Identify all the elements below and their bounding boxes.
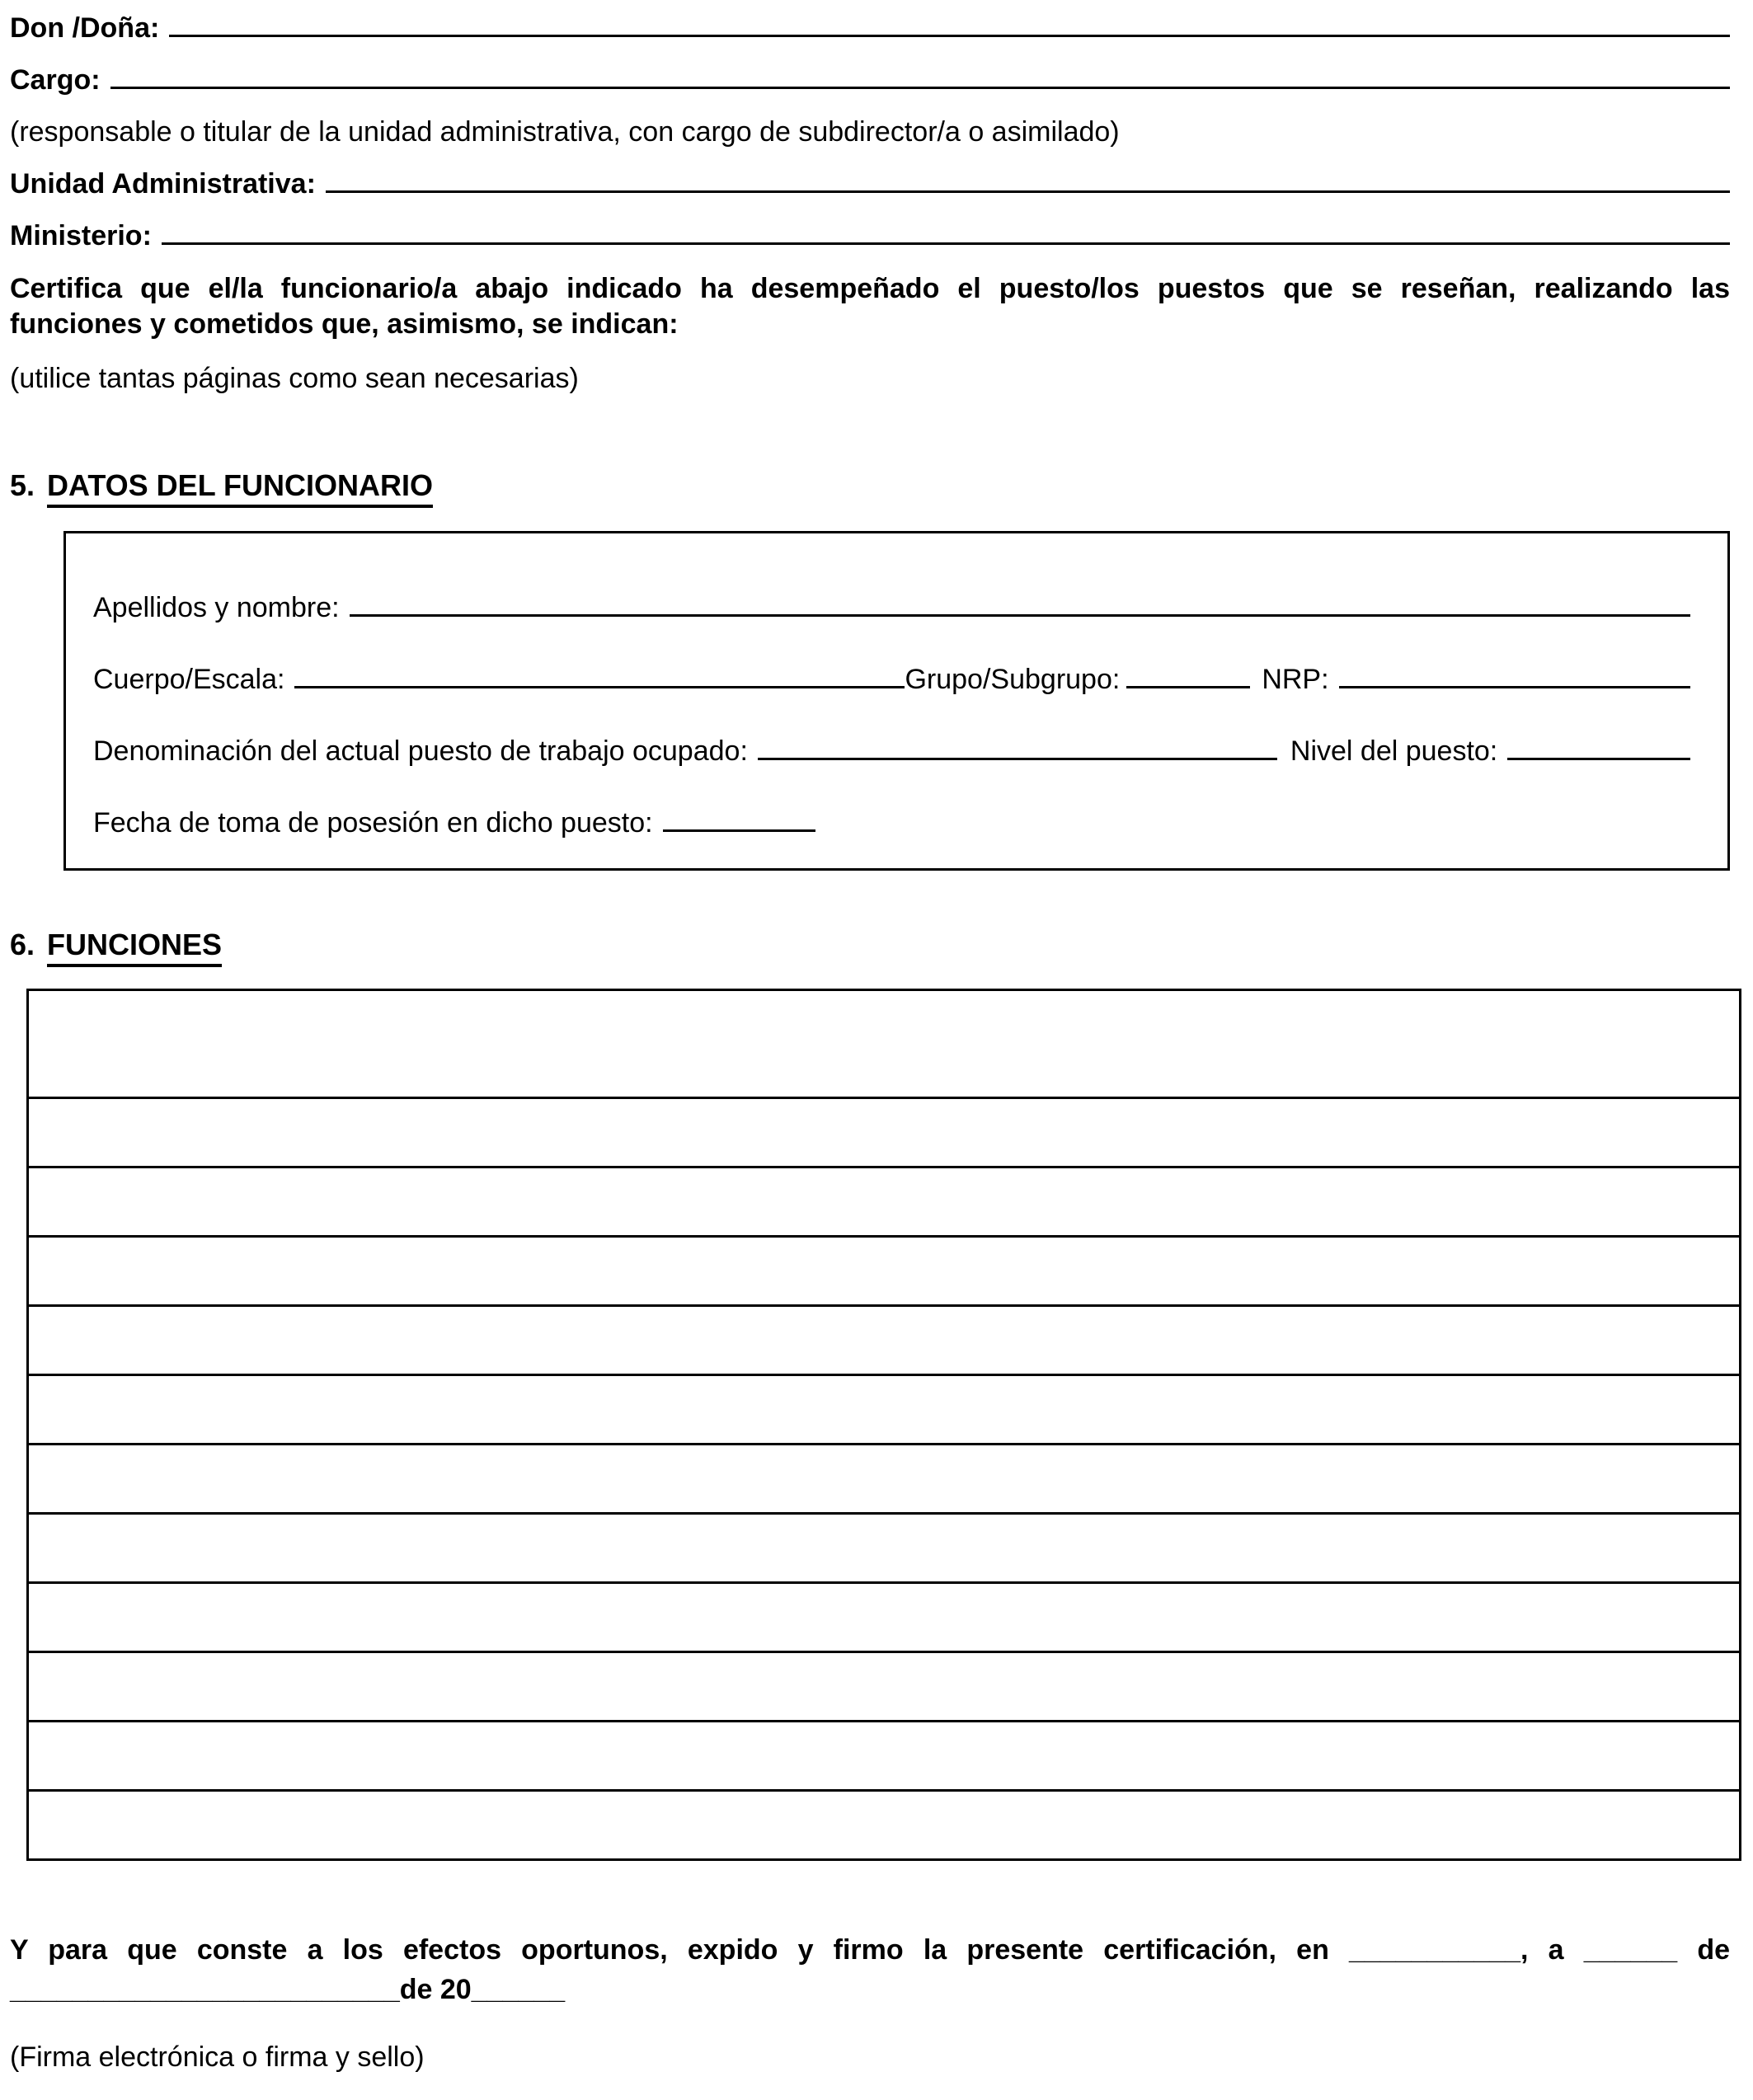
- box-row-fecha-posesion: [93, 806, 1690, 839]
- signature-note: (Firma electrónica o firma y sello): [10, 2041, 425, 2073]
- cargo-label: Cargo:: [10, 64, 101, 96]
- funciones-row: [28, 1237, 1741, 1306]
- grupo-subgrupo-blank: [1126, 676, 1250, 688]
- nrp-blank: [1339, 676, 1690, 688]
- don-dona-blank: [169, 25, 1730, 37]
- certification-statement: [10, 271, 1730, 342]
- closing-statement-line2: _________________________de 20______: [10, 1974, 566, 2005]
- apellidos-blank: [350, 604, 1690, 617]
- funciones-row: [28, 1514, 1741, 1583]
- certification-statement-line2: funciones y cometidos que, asimismo, se indican:: [10, 308, 679, 340]
- funciones-cell: [28, 1375, 1741, 1445]
- funciones-row: [28, 1652, 1741, 1722]
- field-row-ministerio: [10, 219, 1730, 252]
- section-5-heading: [10, 469, 1730, 508]
- don-dona-label: Don /Doña:: [10, 12, 160, 44]
- funciones-row: [28, 1791, 1741, 1860]
- certification-statement-line1: Certifica que el/la funcionario/a abajo indicado ha desempeñado el puesto/los puestos que se reseñan, realizando las: [10, 273, 1730, 304]
- ministerio-blank: [162, 233, 1730, 245]
- section-6-number: 6.: [10, 928, 35, 961]
- funciones-row: [28, 1375, 1741, 1445]
- funciones-cell: [28, 1098, 1741, 1167]
- funciones-row: [28, 1445, 1741, 1514]
- cargo-blank: [110, 77, 1730, 89]
- funciones-cell: [28, 1167, 1741, 1237]
- funciones-table: [26, 989, 1741, 1861]
- funciones-cell: [28, 1237, 1741, 1306]
- nivel-puesto-blank: [1507, 748, 1690, 760]
- funciones-cell: [28, 1306, 1741, 1375]
- funciones-cell: [28, 1722, 1741, 1791]
- funciones-cell: [28, 1791, 1741, 1860]
- field-row-cargo: [10, 63, 1730, 96]
- funciones-row: [28, 1722, 1741, 1791]
- funciones-table-body: [28, 990, 1741, 1860]
- funciones-cell: [28, 990, 1741, 1098]
- funciones-row: [28, 990, 1741, 1098]
- section-6-title: FUNCIONES: [47, 928, 222, 967]
- funciones-cell: [28, 1583, 1741, 1652]
- section-5-number: 5.: [10, 468, 35, 502]
- nivel-puesto-label: Nivel del puesto:: [1290, 735, 1498, 767]
- denominacion-label: Denominación del actual puesto de trabajo ocupado:: [93, 735, 748, 767]
- closing-statement-line1: Y para que conste a los efectos oportunos, expido y firmo la presente certificación, en ___________, a ______ de: [10, 1934, 1730, 1966]
- unidad-administrativa-label: Unidad Administrativa:: [10, 168, 316, 200]
- box-row-cuerpo-grupo-nrp: [93, 663, 1690, 696]
- nrp-label: NRP:: [1262, 664, 1329, 695]
- apellidos-label: Apellidos y nombre:: [93, 592, 340, 623]
- unidad-administrativa-blank: [326, 181, 1730, 193]
- section-5-title: DATOS DEL FUNCIONARIO: [47, 469, 433, 508]
- fecha-posesion-label: Fecha de toma de posesión en dicho puesto:: [93, 807, 653, 839]
- denominacion-blank: [758, 748, 1277, 760]
- cuerpo-escala-blank: [294, 676, 905, 688]
- responsable-note: (responsable o titular de la unidad administrativa, con cargo de subdirector/a o asimilado): [10, 116, 1120, 148]
- fecha-posesion-blank: [663, 820, 815, 832]
- grupo-subgrupo-label: Grupo/Subgrupo:: [905, 664, 1121, 695]
- funciones-cell: [28, 1652, 1741, 1722]
- funciones-row: [28, 1098, 1741, 1167]
- funciones-cell: [28, 1514, 1741, 1583]
- funciones-row: [28, 1583, 1741, 1652]
- pages-note: (utilice tantas páginas como sean necesarias): [10, 363, 579, 394]
- funciones-row: [28, 1167, 1741, 1237]
- funcionario-data-box: [63, 531, 1730, 871]
- field-row-unidad-administrativa: [10, 167, 1730, 200]
- box-row-denominacion-nivel: [93, 735, 1690, 768]
- cuerpo-escala-label: Cuerpo/Escala:: [93, 664, 285, 695]
- ministerio-label: Ministerio:: [10, 220, 152, 251]
- funciones-row: [28, 1306, 1741, 1375]
- field-row-don-dona: [10, 12, 1730, 45]
- box-row-apellidos: [93, 591, 1690, 624]
- section-6-heading: [10, 928, 1730, 967]
- funciones-cell: [28, 1445, 1741, 1514]
- closing-statement: [10, 1930, 1730, 2009]
